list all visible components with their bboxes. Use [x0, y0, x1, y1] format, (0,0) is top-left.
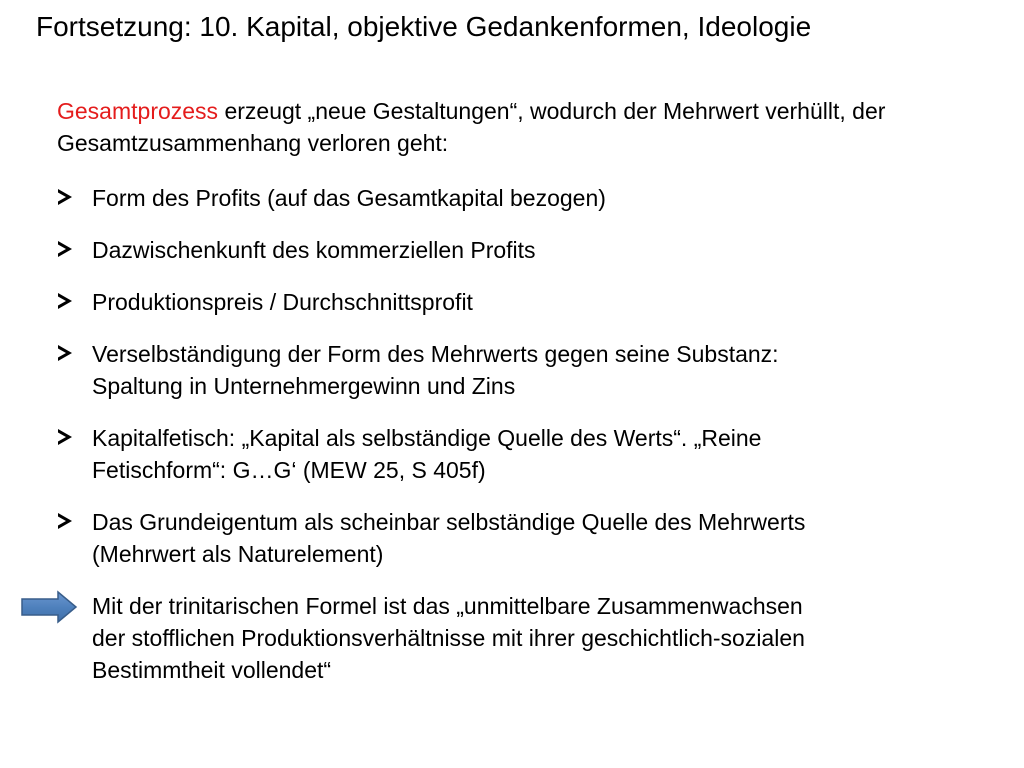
bullet-line: Das Grundeigentum als scheinbar selbständige Quelle des Mehrwerts [92, 509, 806, 535]
arrowhead-bullet-icon [57, 292, 73, 310]
bullet-text: Dazwischenkunft des kommerziellen Profits [92, 237, 536, 263]
conclusion-line: der stofflichen Produktionsverhältnisse mit ihrer geschichtlich-sozialen [92, 625, 805, 651]
block-arrow-right-icon [20, 590, 78, 624]
arrowhead-bullet-icon [57, 428, 73, 446]
arrowhead-bullet-icon [57, 188, 73, 206]
conclusion-line: Bestimmtheit vollendet“ [92, 657, 332, 683]
conclusion-text [92, 590, 992, 686]
intro-highlight: Gesamtprozess [57, 98, 219, 124]
bullet-line: Spaltung in Unternehmergewinn und Zins [92, 373, 516, 399]
arrowhead-bullet-icon [57, 240, 73, 258]
slide-title: Fortsetzung: 10. Kapital, objektive Gedankenformen, Ideologie [36, 11, 812, 42]
bullet-line: Fetischform“: G…G‘ (MEW 25, S 405f) [92, 457, 486, 483]
bullet-text [92, 506, 992, 570]
intro-paragraph [57, 95, 977, 159]
arrowhead-bullet-icon [57, 344, 73, 362]
bullet-text [92, 422, 992, 486]
arrowhead-bullet-icon [57, 512, 73, 530]
bullet-text: Form des Profits (auf das Gesamtkapital bezogen) [92, 185, 606, 211]
conclusion-line: Mit der trinitarischen Formel ist das „unmittelbare Zusammenwachsen [92, 593, 803, 619]
bullet-text: Produktionspreis / Durchschnittsprofit [92, 289, 473, 315]
intro-text: erzeugt „neue Gestaltungen“, wodurch der Mehrwert verhüllt, der Gesamtzusammenhang verloren geht: [57, 98, 886, 156]
bullet-text [92, 338, 992, 402]
bullet-line: Kapitalfetisch: „Kapital als selbständige Quelle des Werts“. „Reine [92, 425, 762, 451]
bullet-line: Verselbständigung der Form des Mehrwerts gegen seine Substanz: [92, 341, 779, 367]
bullet-line: (Mehrwert als Naturelement) [92, 541, 384, 567]
